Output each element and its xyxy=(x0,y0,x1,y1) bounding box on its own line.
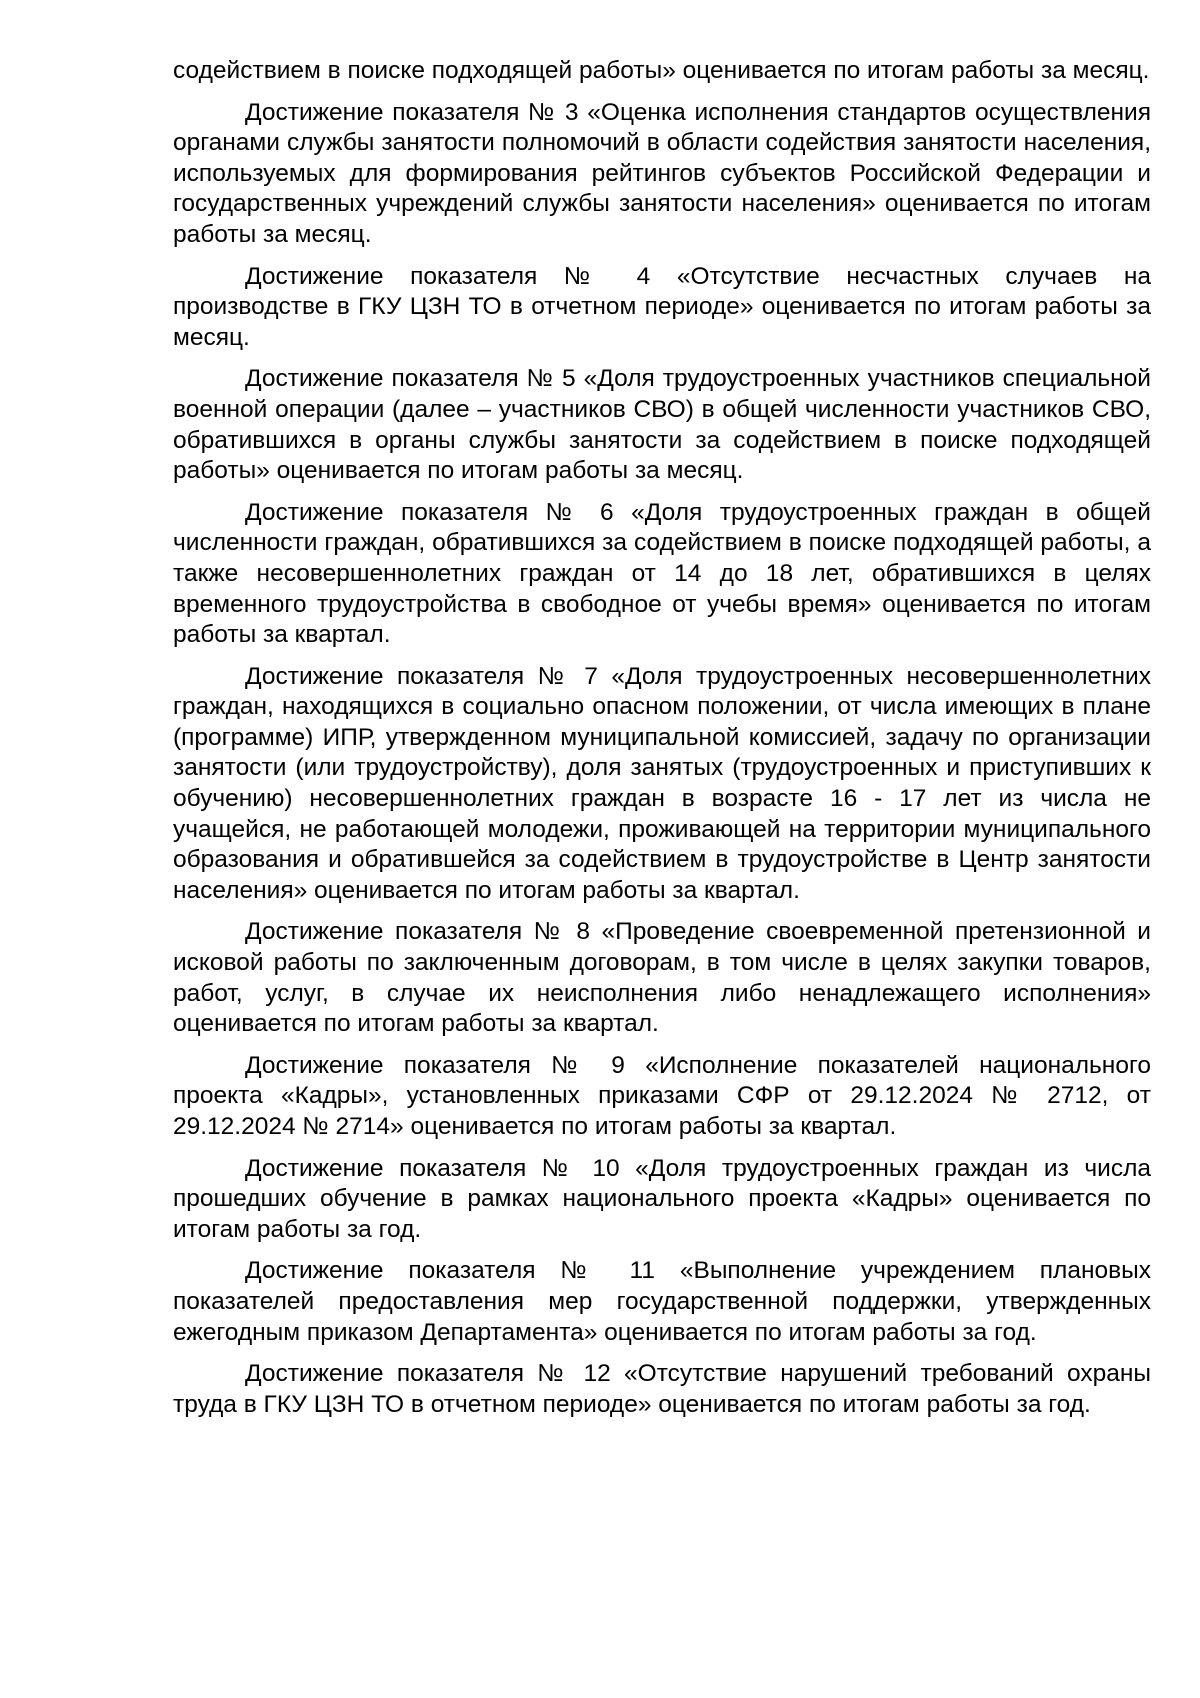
paragraph-indicator-4: Достижение показателя № 4 «Отсутствие несчастных случаев на производстве в ГКУ ЦЗН ТО в отчетном периоде» оценивается по итогам работы за месяц. xyxy=(173,262,1151,351)
paragraph-indicator-7: Достижение показателя № 7 «Доля трудоустроенных несовершеннолетних граждан, находящихся в социально опасном положении, от числа имеющих в плане (программе) ИПР, утвержденном муниципальной комиссией, задачу по организации занятости (или трудоустройству), доля занятых (трудоустроенных и приступивших к обучению) несовершеннолетних граждан в возрасте 16 - 17 лет из числа не учащейся, не работающей молодежи, проживающей на территории муниципального образования и обратившейся за содействием в трудоустройстве в Центр занятости населения» оценивается по итогам работы за квартал. xyxy=(173,662,1151,904)
paragraph-indicator-9: Достижение показателя № 9 «Исполнение показателей национального проекта «Кадры», установленных приказами СФР от 29.12.2024 № 2712, от 29.12.2024 № 2714» оценивается по итогам работы за квартал. xyxy=(173,1051,1151,1140)
paragraph-continuation: содействием в поиске подходящей работы» оценивается по итогам работы за месяц. xyxy=(173,57,1150,84)
paragraph-indicator-8: Достижение показателя № 8 «Проведение своевременной претензионной и исковой работы по заключенным договорам, в том числе в целях закупки товаров, работ, услуг, в случае их неисполнения либо ненадлежащего исполнения» оценивается по итогам работы за квартал. xyxy=(173,918,1151,1038)
paragraph-indicator-10: Достижение показателя № 10 «Доля трудоустроенных граждан из числа прошедших обучение в рамках национального проекта «Кадры» оценивается по итогам работы за год. xyxy=(173,1154,1151,1243)
paragraph-indicator-12: Достижение показателя № 12 «Отсутствие нарушений требований охраны труда в ГКУ ЦЗН ТО в отчетном периоде» оценивается по итогам работы за год. xyxy=(173,1360,1151,1418)
paragraph-indicator-3: Достижение показателя № 3 «Оценка исполнения стандартов осуществления органами службы занятости полномочий в области содействия занятости населения, используемых для формирования рейтингов субъектов Российской Федерации и государственных учреждений службы занятости населения» оценивается по итогам работы за месяц. xyxy=(173,98,1151,248)
paragraph-indicator-11: Достижение показателя № 11 «Выполнение учреждением плановых показателей предоставления мер государственной поддержки, утвержденных ежегодным приказом Департамента» оценивается по итогам работы за год. xyxy=(173,1257,1151,1346)
paragraph-indicator-6: Достижение показателя № 6 «Доля трудоустроенных граждан в общей численности граждан, обратившихся за содействием в поиске подходящей работы, а также несовершеннолетних граждан от 14 до 18 лет, обратившихся в целях временного трудоустройства в свободное от учебы время» оценивается по итогам работы за квартал. xyxy=(173,498,1151,649)
paragraph-indicator-5: Достижение показателя № 5 «Доля трудоустроенных участников специальной военной операции (далее – участников СВО) в общей численности участников СВО, обратившихся в органы службы занятости за содействием в поиске подходящей работы» оценивается по итогам работы за месяц. xyxy=(173,365,1151,485)
document-page xyxy=(173,56,1151,1431)
